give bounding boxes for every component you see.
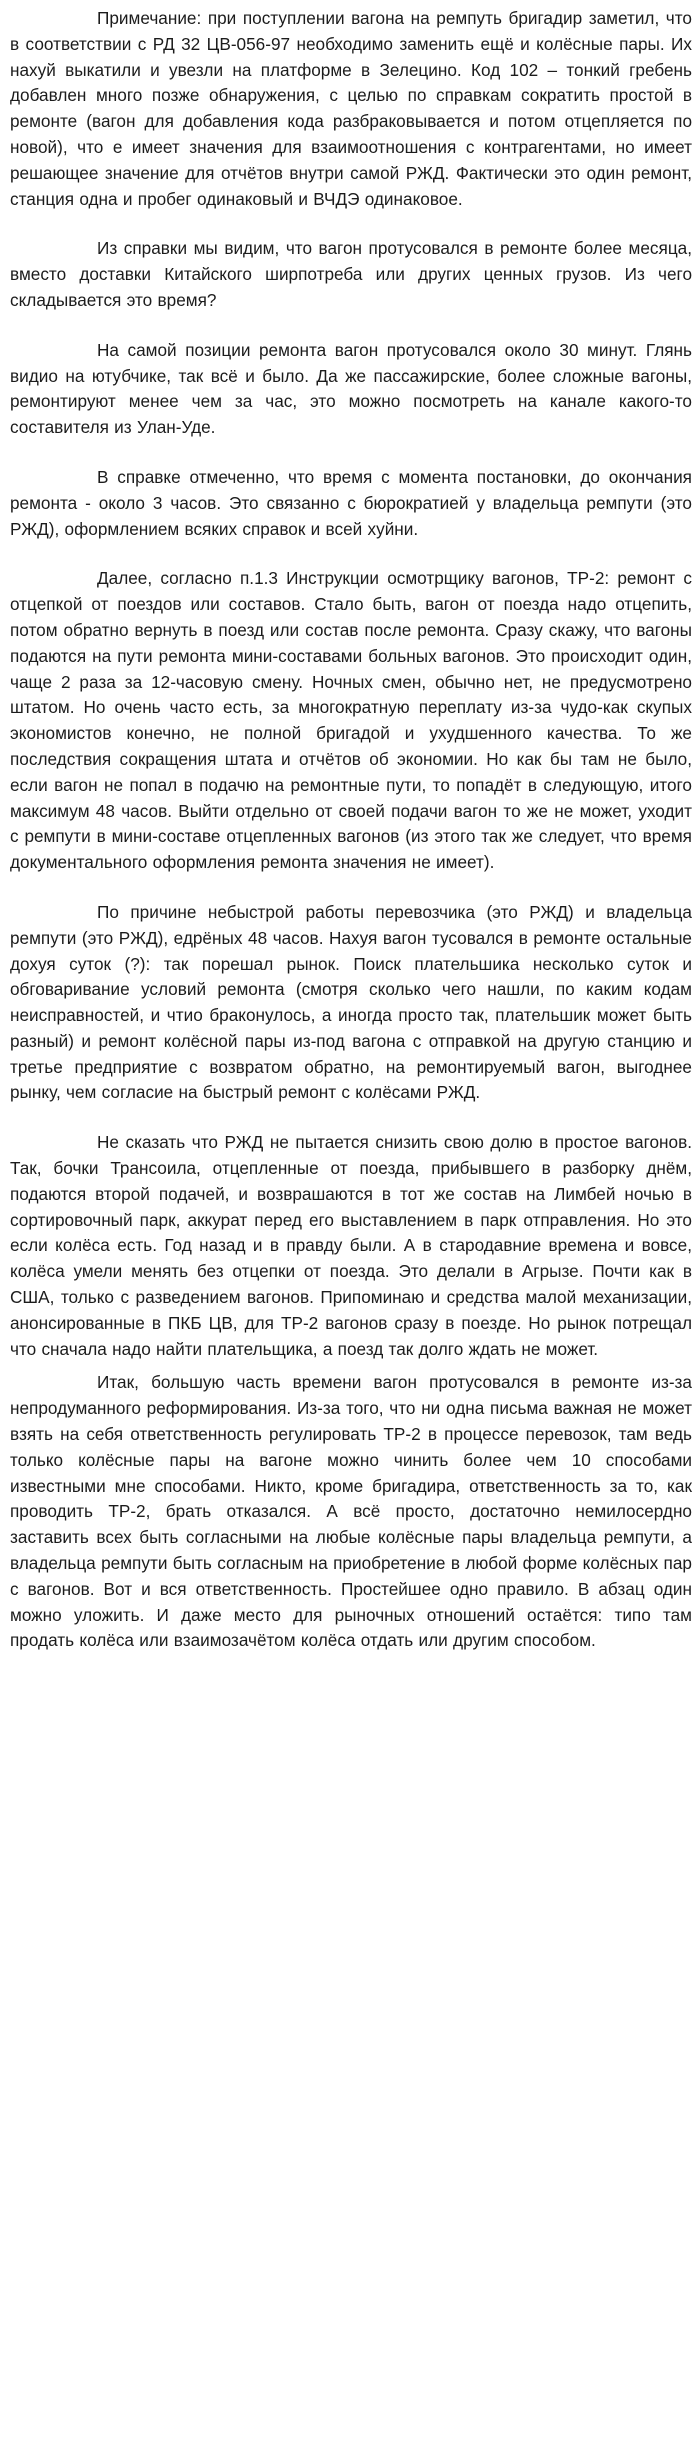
paragraph-reference-question: Из справки мы видим, что вагон протусовался в ремонте более месяца, вместо доставки Китайского ширпотреба или других ценных грузов. Из чего складывается это время?	[10, 238, 692, 310]
paragraph-instruction: Далее, согласно п.1.3 Инструкции осмотрщику вагонов, ТР-2: ремонт с отцепкой от поездов или составов. Стало быть, вагон от поезда надо отцепить, потом обратно вернуть в поезд или состав после ремонта. Сразу скажу, что вагоны подаются на пути ремонта мини-составами больных вагонов. Это происходит один, чаще 2 раза за 12-часовую смену. Ночных смен, обычно нет, не предусмотрено штатом. Но очень часто есть, за многократную переплату из-за чудо-как скупых экономистов конечно, не полной бригадой и ухудшенного качества. То же последствия сокращения штата и отчётов об экономии. Но как бы там не было, если вагон не попал в подачю на ремонтные пути, то попадёт в следующую, итого максимум 48 часов. Выйти отдельно от своей подачи вагон то же не может, уходит с ремпути в мини-составе отцепленных вагонов (из этого так же следует, что время документального оформления ремонта значения не имеет).	[10, 568, 692, 873]
paragraph-bureaucracy: В справке отмеченно, что время с момента постановки, до окончания ремонта - около 3 часов. Это связанно с бюрократией у владельца ремпути (это РЖД), оформлением всяких справок и всей хуйни.	[10, 466, 692, 539]
paragraph-note: Примечание: при поступлении вагона на ремпуть бригадир заметил, что в соответствии с РД 32 ЦВ-056-97 необходимо заменить ещё и колёсные пары. Их нахуй выкатили и увезли на платформе в Зелецино. Код 102 – тонкий гребень добавлен много позже обнаружения, с целью по справкам сократить простой в ремонте (вагон для добавления кода разбраковывается и потом отцепляется по новой), что е имеет значения для взаимоотношения с контрагентами, но имеет решающее значение для отчётов внутри самой РЖД. Фактически это один ремонт, станция одна и пробег одинаковый и ВЧДЭ одинаковое.	[10, 8, 692, 209]
paragraph-rzd-efforts: Не сказать что РЖД не пытается снизить свою долю в простое вагонов. Так, бочки Трансоила, отцепленные от поезда, прибывшего в разборку днём, подаются второй подачей, и возврашаются в тот же состав на Лимбей ночью в сортировочный парк, аккурат перед его выставлением в парк отправления. Но это если колёса есть. Год назад и в правду были. А в стародавние времена и вовсе, колёса умели менять без отцепки от поезда. Это делали в Агрызе. Почти как в США, только с разведением вагонов. Припоминаю и средства малой механизации, анонсированные в ПКБ ЦВ, для ТР-2 вагонов сразу в поезде. Но рынок потрещал что сначала надо найти плательщика, а поезд так долго ждать не может.	[10, 1132, 692, 1359]
paragraph-repair-position: На самой позиции ремонта вагон протусовался около 30 минут. Глянь видио на ютубчике, так всё и было. Да же пассажирские, более сложные вагоны, ремонтируют менее чем за час, это можно посмотреть на канале какого-то составителя из Улан-Уде.	[10, 339, 692, 438]
paragraph-market: По причине небыстрой работы перевозчика (это РЖД) и владельца ремпути (это РЖД), едрёных 48 часов. Нахуя вагон тусовался в ремонте остальные дохуя суток (?): так порешал рынок. Поиск плательшика несколько суток и обговаривание условий ремонта (смотря сколько чего нашли, по каким кодам неисправностей, и чтио браконулось, а иногда просто так, плательшик может быть разный) и ремонт колёсной пары из-под вагона с отправкой на другую станцию и третье предприятие с возвратом обратно, на ремонтируемый вагон, выгоднее рынку, чем согласие на быстрый ремонт с колёсами РЖД.	[10, 901, 692, 1103]
paragraph-conclusion: Итак, большую часть времени вагон протусовался в ремонте из-за непродуманного реформирования. Из-за того, что ни одна письма важная не может взять на себя ответственность регулировать ТР-2 в процессе перевозок, там ведь только колёсные пары на вагоне можно чинить более чем 10 способами известными мне способами. Никто, кроме бригадира, ответственность за то, как проводить ТР-2, брать отказался. А всё просто, достаточно немилосердно заставить всех быть согласными на любые колёсные пары владельца ремпути, а владельца ремпути быть согласным на приобретение в любой форме колёсных пар с вагонов. Вот и вся ответственность. Простейшее одно правило. В абзац один можно уложить. И даже место для рыночных отношений остаётся: типо там продать колёса или взаимозачётом колёса отдать или другим способом.	[10, 1372, 692, 1651]
